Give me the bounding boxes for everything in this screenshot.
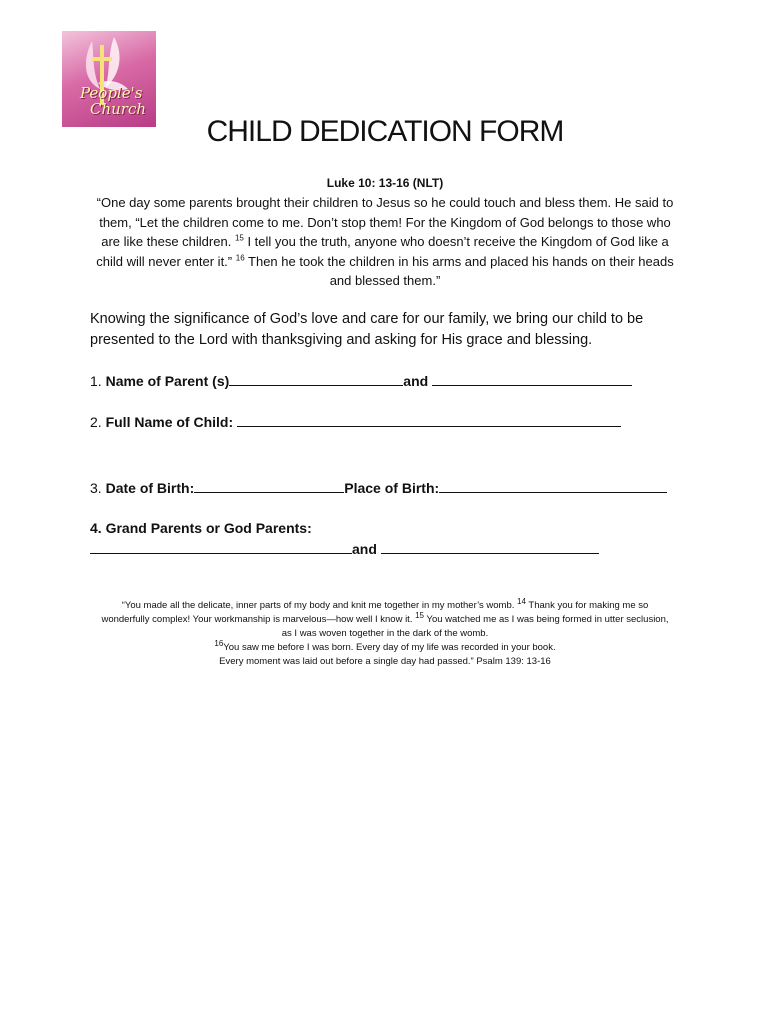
gp-label: . Grand Parents or God Parents: <box>97 520 312 536</box>
logo-text-line2: Church <box>90 100 147 118</box>
child-number: 2. <box>90 414 106 430</box>
grandparents-label-row <box>90 518 312 538</box>
parent-number: 1. <box>90 373 106 389</box>
grandparent-line-1[interactable] <box>90 539 352 554</box>
psalm-number-16: 16 <box>214 638 224 648</box>
parent-name-line-1[interactable] <box>229 371 403 386</box>
pob-label: Place of Birth: <box>344 480 440 496</box>
psalm-text-1: “You made all the delicate, inner parts of my body and knit me together in my mother’s womb. <box>121 600 515 611</box>
gp-number: 4 <box>90 520 98 536</box>
logo-text-line1: People's <box>80 84 143 102</box>
church-logo <box>62 31 156 127</box>
parent-and: and <box>403 373 429 389</box>
intro-paragraph: Knowing the significance of God’s love and care for our family, we bring our child to be presented to the Lord with thanksgiving and asking for His grace and blessing. <box>90 311 644 348</box>
scripture-verse <box>90 193 680 291</box>
gp-and: and <box>352 541 377 557</box>
page-title: CHILD DEDICATION FORM <box>206 115 564 148</box>
child-name-line[interactable] <box>237 412 621 427</box>
grandparents-field <box>90 539 599 559</box>
child-name-field <box>90 412 621 432</box>
verse-text-3: Then he took the children in his arms and placed his hands on their heads and blessed them.” <box>244 253 674 288</box>
verse-number-15: 15 <box>234 233 244 243</box>
dob-line[interactable] <box>194 478 344 493</box>
pob-line[interactable] <box>439 478 667 493</box>
dob-number: 3. <box>90 480 106 496</box>
verse-text-2: I tell you the truth, anyone who doesn’t receive the Kingdom of God like a child will never enter it.” <box>96 234 669 269</box>
psalm-text-2: Thank you for making me so wonderfully complex! Your workmanship is marvelous—how well I know it. <box>101 600 649 625</box>
psalm-text-4: You saw me before I was born. Every day of my life was recorded in your book. <box>223 642 556 653</box>
psalm-number-15: 15 <box>415 610 425 620</box>
psalm-quote <box>100 596 670 669</box>
child-label: Full Name of Child: <box>105 414 238 430</box>
verse-text-1: “One day some parents brought their children to Jesus so he could touch and bless them. He said to them, “Let the children come to me. Don’t stop them! For the Kingdom of God belongs to those who are like these children. <box>96 195 674 249</box>
psalm-number-14: 14 <box>517 596 526 606</box>
grandparent-line-2[interactable] <box>381 539 599 554</box>
parent-name-line-2[interactable] <box>432 371 632 386</box>
scripture-reference: Luke 10: 13-16 (NLT) <box>326 176 444 190</box>
psalm-text-5: Every moment was laid out before a single day had passed.” Psalm 139: 13-16 <box>219 656 551 667</box>
birth-field <box>90 478 667 498</box>
parent-name-field <box>90 371 632 391</box>
verse-number-16: 16 <box>235 253 245 263</box>
parent-label: Name of Parent (s) <box>105 373 230 389</box>
dob-label: Date of Birth: <box>105 480 195 496</box>
psalm-text-3: You watched me as I was being formed in utter seclusion, as I was woven together in the dark of the womb. <box>281 614 669 639</box>
